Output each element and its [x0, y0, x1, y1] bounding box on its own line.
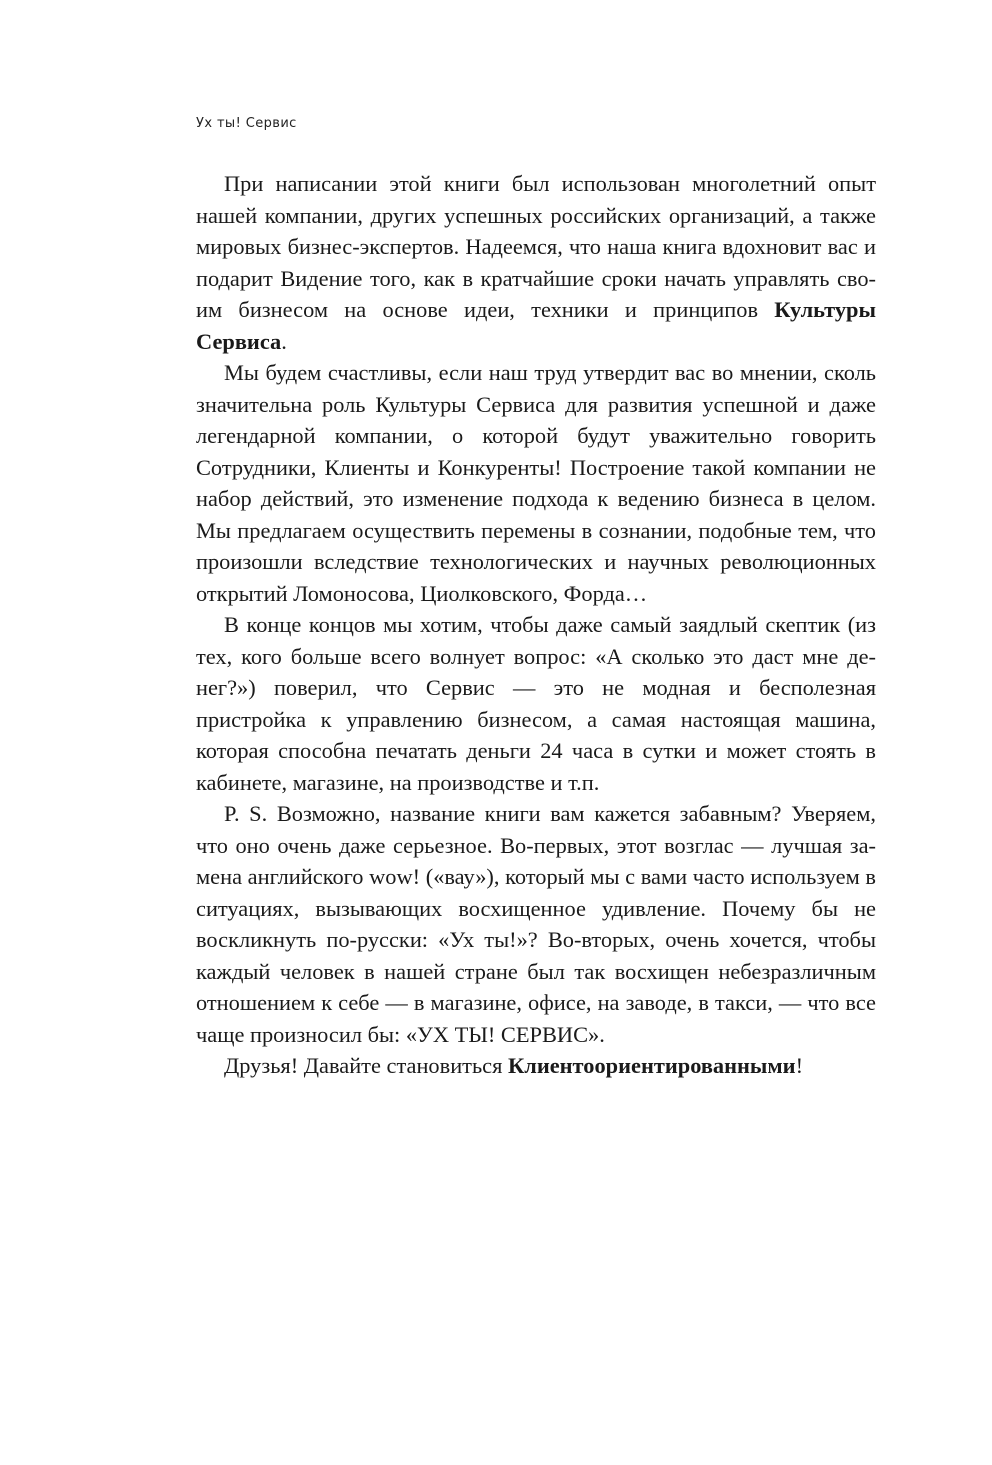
bold-term-client-oriented: Клиентоориентированными [508, 1053, 796, 1078]
paragraph-happy: Мы будем счастливы, если наш труд утвердит вас во мнении, сколь значительна роль Культуры Сервиса для развития успешной и даже легендарной компании, о которой будут уважительно говорить Сотрудники, Клиенты и Конкуренты! Построение такой компании не набор действий, это изменение подхода к ведению бизнеса в целом. Мы предлагаем осуществить перемены в сознании, подобные тем, что произошли вследствие технологических и научных революционных открытий Ломоносова, Циолковского, Форда… [196, 360, 876, 606]
paragraph-postscript: P. S. Возможно, название книги вам кажется забавным? Уверяем, что оно очень даже серьезное. Во-первых, этот возглас — лучшая замена английского wow! («вау»), который мы с вами часто используем в ситуациях, вызывающих восхищенное удивление. Почему бы не воскликнуть по-русски: «Ух ты!»? Во-вторых, очень хочется, чтобы каждый человек в нашей стране был так восхищен небезразличным отношением к себе — в магазине, офисе, на заводе, в такси, — что все чаще произносил бы: «УХ ТЫ! СЕРВИС». [196, 801, 876, 1047]
paragraph-text-end: . [281, 328, 287, 354]
bold-term-service-culture: Культуры Сервиса [196, 297, 876, 354]
paragraph-text: Друзья! Давайте становиться [224, 1053, 509, 1078]
running-header: Ух ты! Сервис [196, 116, 297, 131]
body-text [196, 168, 876, 1082]
paragraph-closing [196, 1050, 876, 1082]
paragraph-text: При написании этой книги был использован многолетний опыт нашей компании, других успешных российских организаций, а также мировых бизнес-экспертов. Надеемся, что наша книга вдохновит вас и подарит Видение того, как в кратчайшие сроки начать управлять своим бизнесом на основе идеи, техники и принципов [196, 171, 876, 322]
paragraph-text-end: ! [795, 1053, 804, 1078]
paragraph-skeptic: В конце концов мы хотим, чтобы даже самый заядлый скептик (из тех, кого больше всего волнует вопрос: «А сколько это даст мне денег?») поверил, что Сервис — это не модная и бесполезная пристройка к управлению бизнесом, а самая настоящая машина, которая способна печатать деньги 24 часа в сутки и может стоять в кабинете, магазине, на производстве и т.п. [196, 612, 876, 795]
paragraph-intro [196, 168, 876, 357]
